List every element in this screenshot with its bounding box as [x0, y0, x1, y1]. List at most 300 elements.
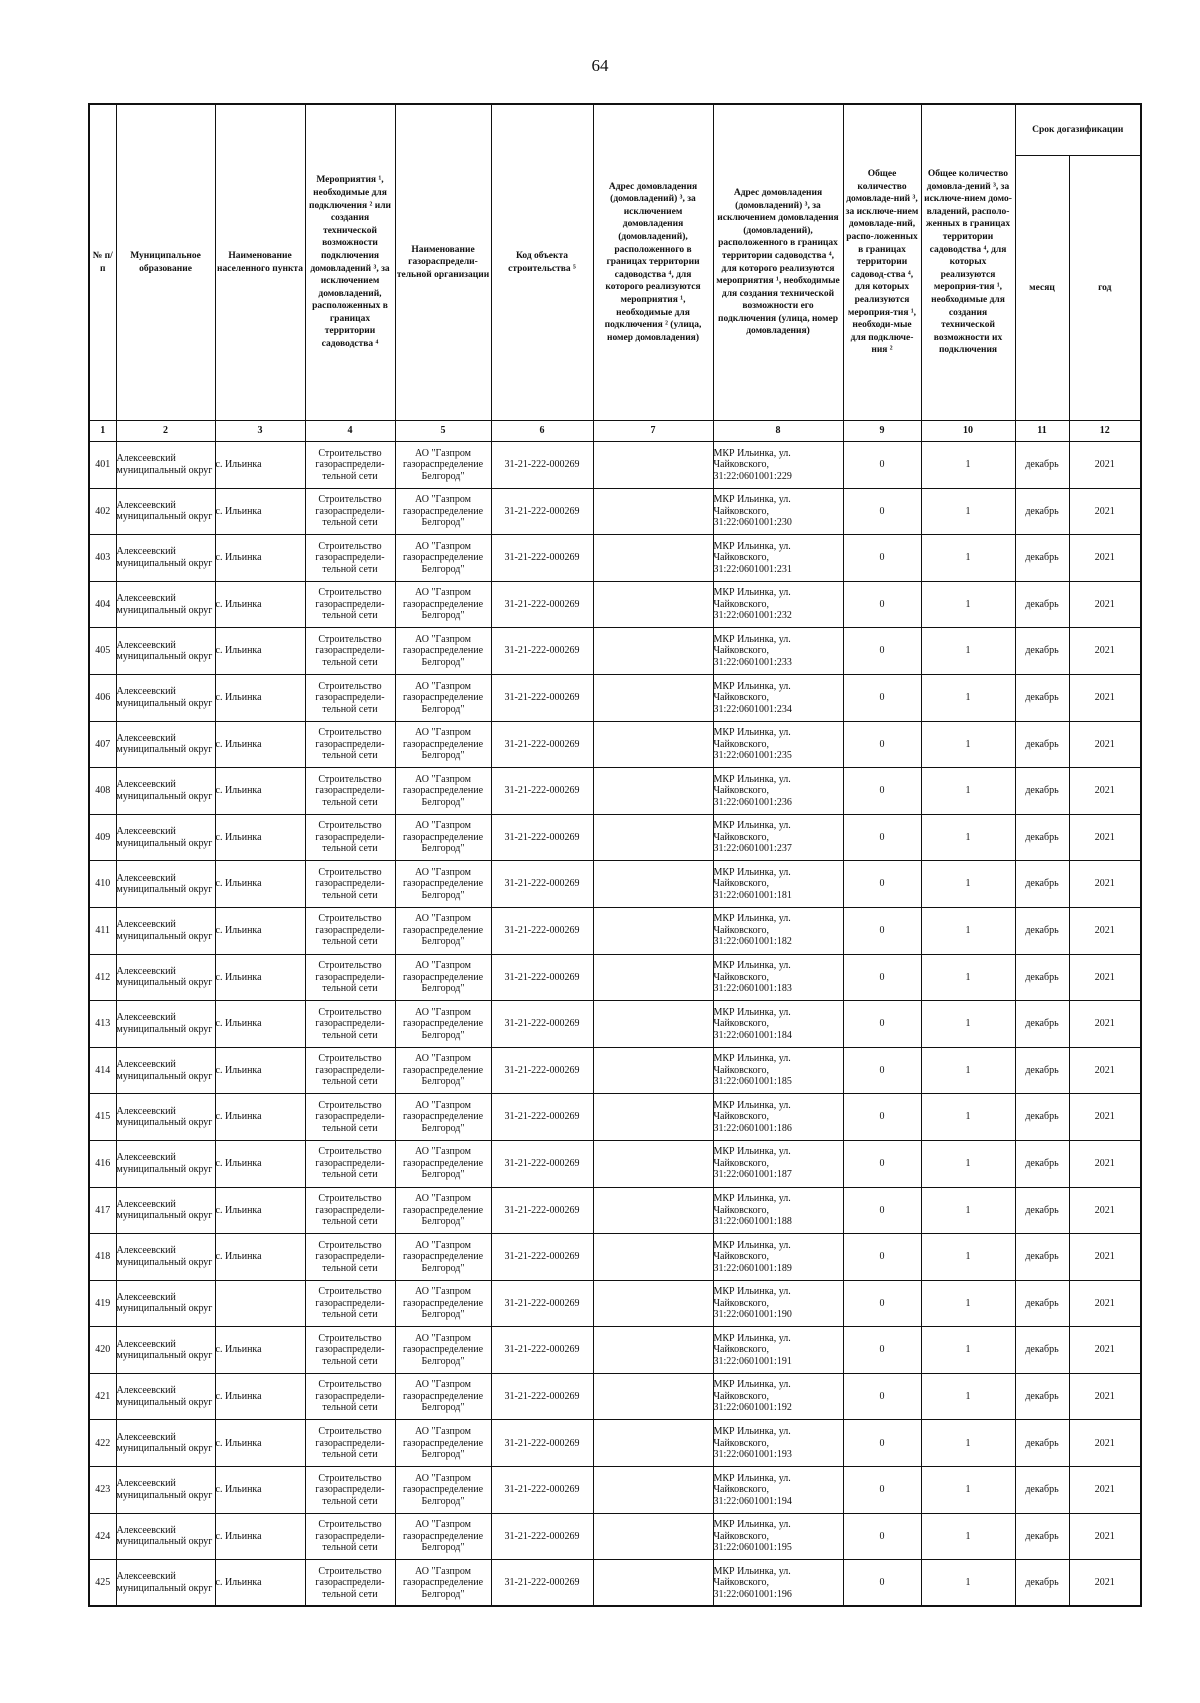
address-connection-cell — [593, 1234, 713, 1281]
deadline-month-cell: декабрь — [1015, 1420, 1069, 1467]
organization-cell: АО "Газпром газораспределение Белгород" — [395, 721, 491, 768]
organization-cell: АО "Газпром газораспределение Белгород" — [395, 581, 491, 628]
settlement-cell: с. Ильинка — [215, 1234, 305, 1281]
organization-cell: АО "Газпром газораспределение Белгород" — [395, 628, 491, 675]
count-connection-cell: 0 — [843, 581, 921, 628]
row-number: 420 — [89, 1327, 116, 1374]
table-row — [89, 1094, 1141, 1141]
deadline-year-cell: 2021 — [1069, 814, 1141, 861]
table-row — [89, 1513, 1141, 1560]
address-capacity-cell: МКР Ильинка, ул. Чайковского, 31:22:0601001:229 — [713, 442, 843, 489]
object-code-cell: 31-21-222-000269 — [491, 1467, 593, 1514]
deadline-year-cell: 2021 — [1069, 1373, 1141, 1420]
header-count-capacity: Общее количество домовла-дений ³, за исключе-нием домо-владений, располо-женных в границах территории садоводства ⁴, для которых реализуются мероприя-тия ¹, необходимые для создания технической возможности их подключения — [921, 104, 1015, 421]
measure-cell: Строительство газораспредели-тельной сети — [305, 1513, 395, 1560]
count-capacity-cell: 1 — [921, 1513, 1015, 1560]
count-connection-cell: 0 — [843, 768, 921, 815]
municipality-cell: Алексеевский муниципальный округ — [116, 1513, 215, 1560]
column-number: 10 — [921, 421, 1015, 442]
deadline-month-cell: декабрь — [1015, 488, 1069, 535]
organization-cell: АО "Газпром газораспределение Белгород" — [395, 1420, 491, 1467]
count-connection-cell: 0 — [843, 1001, 921, 1048]
settlement-cell: с. Ильинка — [215, 861, 305, 908]
table-row — [89, 861, 1141, 908]
object-code-cell: 31-21-222-000269 — [491, 1560, 593, 1607]
municipality-cell: Алексеевский муниципальный округ — [116, 1094, 215, 1141]
object-code-cell: 31-21-222-000269 — [491, 535, 593, 582]
header-address-connection: Адрес домовладения (домовладений) ³, за исключением домовладения (домовладений), расположенного в границах территории садоводства ⁴, для которого реализуются мероприятия ¹, необходимые для подключения ² (улица, номер домовладения) — [593, 104, 713, 421]
header-month: месяц — [1015, 156, 1069, 421]
measure-cell: Строительство газораспредели-тельной сети — [305, 814, 395, 861]
measure-cell: Строительство газораспредели-тельной сети — [305, 581, 395, 628]
object-code-cell: 31-21-222-000269 — [491, 768, 593, 815]
municipality-cell: Алексеевский муниципальный округ — [116, 954, 215, 1001]
municipality-cell: Алексеевский муниципальный округ — [116, 1001, 215, 1048]
row-number: 404 — [89, 581, 116, 628]
address-connection-cell — [593, 1560, 713, 1607]
address-connection-cell — [593, 442, 713, 489]
object-code-cell: 31-21-222-000269 — [491, 1094, 593, 1141]
organization-cell: АО "Газпром газораспределение Белгород" — [395, 1187, 491, 1234]
deadline-year-cell: 2021 — [1069, 1467, 1141, 1514]
count-capacity-cell: 1 — [921, 1467, 1015, 1514]
deadline-year-cell: 2021 — [1069, 1327, 1141, 1374]
measure-cell: Строительство газораспредели-тельной сети — [305, 1234, 395, 1281]
measure-cell: Строительство газораспредели-тельной сети — [305, 1094, 395, 1141]
deadline-year-cell: 2021 — [1069, 535, 1141, 582]
organization-cell: АО "Газпром газораспределение Белгород" — [395, 814, 491, 861]
municipality-cell: Алексеевский муниципальный округ — [116, 814, 215, 861]
deadline-month-cell: декабрь — [1015, 1234, 1069, 1281]
deadline-year-cell: 2021 — [1069, 488, 1141, 535]
organization-cell: АО "Газпром газораспределение Белгород" — [395, 1373, 491, 1420]
address-connection-cell — [593, 861, 713, 908]
deadline-month-cell: декабрь — [1015, 1140, 1069, 1187]
deadline-month-cell: декабрь — [1015, 1373, 1069, 1420]
organization-cell: АО "Газпром газораспределение Белгород" — [395, 1234, 491, 1281]
organization-cell: АО "Газпром газораспределение Белгород" — [395, 907, 491, 954]
deadline-year-cell: 2021 — [1069, 1560, 1141, 1607]
count-capacity-cell: 1 — [921, 1280, 1015, 1327]
measure-cell: Строительство газораспредели-тельной сети — [305, 1047, 395, 1094]
address-connection-cell — [593, 628, 713, 675]
deadline-year-cell: 2021 — [1069, 1420, 1141, 1467]
gasification-table — [88, 103, 1142, 1607]
deadline-month-cell: декабрь — [1015, 1560, 1069, 1607]
address-capacity-cell: МКР Ильинка, ул. Чайковского, 31:22:0601001:230 — [713, 488, 843, 535]
count-connection-cell: 0 — [843, 1513, 921, 1560]
address-capacity-cell: МКР Ильинка, ул. Чайковского, 31:22:0601001:231 — [713, 535, 843, 582]
row-number: 403 — [89, 535, 116, 582]
count-connection-cell: 0 — [843, 861, 921, 908]
count-connection-cell: 0 — [843, 1373, 921, 1420]
header-address-capacity: Адрес домовладения (домовладений) ³, за исключением домовладения (домовладений), расположенного в границах территории садоводства ⁴, для которого реализуются мероприятия ¹, необходимые для создания технической возможности его подключения (улица, номер домовладения) — [713, 104, 843, 421]
organization-cell: АО "Газпром газораспределение Белгород" — [395, 1513, 491, 1560]
organization-cell: АО "Газпром газораспределение Белгород" — [395, 1140, 491, 1187]
column-number: 12 — [1069, 421, 1141, 442]
count-capacity-cell: 1 — [921, 1140, 1015, 1187]
settlement-cell: с. Ильинка — [215, 1001, 305, 1048]
address-capacity-cell: МКР Ильинка, ул. Чайковского, 31:22:0601001:194 — [713, 1467, 843, 1514]
deadline-year-cell: 2021 — [1069, 628, 1141, 675]
count-connection-cell: 0 — [843, 674, 921, 721]
table-row — [89, 1234, 1141, 1281]
address-capacity-cell: МКР Ильинка, ул. Чайковского, 31:22:0601001:232 — [713, 581, 843, 628]
object-code-cell: 31-21-222-000269 — [491, 954, 593, 1001]
count-connection-cell: 0 — [843, 1094, 921, 1141]
count-capacity-cell: 1 — [921, 1094, 1015, 1141]
address-capacity-cell: МКР Ильинка, ул. Чайковского, 31:22:0601001:193 — [713, 1420, 843, 1467]
organization-cell: АО "Газпром газораспределение Белгород" — [395, 1467, 491, 1514]
count-capacity-cell: 1 — [921, 814, 1015, 861]
settlement-cell: с. Ильинка — [215, 1513, 305, 1560]
column-number: 4 — [305, 421, 395, 442]
address-connection-cell — [593, 1327, 713, 1374]
organization-cell: АО "Газпром газораспределение Белгород" — [395, 535, 491, 582]
settlement-cell: с. Ильинка — [215, 1467, 305, 1514]
deadline-month-cell: декабрь — [1015, 861, 1069, 908]
count-capacity-cell: 1 — [921, 442, 1015, 489]
measure-cell: Строительство газораспредели-тельной сети — [305, 1187, 395, 1234]
row-number: 407 — [89, 721, 116, 768]
object-code-cell: 31-21-222-000269 — [491, 1140, 593, 1187]
object-code-cell: 31-21-222-000269 — [491, 861, 593, 908]
count-connection-cell: 0 — [843, 1420, 921, 1467]
municipality-cell: Алексеевский муниципальный округ — [116, 1140, 215, 1187]
count-capacity-cell: 1 — [921, 1234, 1015, 1281]
deadline-month-cell: декабрь — [1015, 954, 1069, 1001]
object-code-cell: 31-21-222-000269 — [491, 814, 593, 861]
count-capacity-cell: 1 — [921, 488, 1015, 535]
row-number: 412 — [89, 954, 116, 1001]
organization-cell: АО "Газпром газораспределение Белгород" — [395, 1047, 491, 1094]
deadline-year-cell: 2021 — [1069, 721, 1141, 768]
row-number: 409 — [89, 814, 116, 861]
header-municipality: Муниципальное образование — [116, 104, 215, 421]
address-capacity-cell: МКР Ильинка, ул. Чайковского, 31:22:0601001:196 — [713, 1560, 843, 1607]
settlement-cell: с. Ильинка — [215, 954, 305, 1001]
address-connection-cell — [593, 907, 713, 954]
column-number: 7 — [593, 421, 713, 442]
count-capacity-cell: 1 — [921, 581, 1015, 628]
object-code-cell: 31-21-222-000269 — [491, 1513, 593, 1560]
settlement-cell: с. Ильинка — [215, 1373, 305, 1420]
measure-cell: Строительство газораспредели-тельной сети — [305, 1001, 395, 1048]
municipality-cell: Алексеевский муниципальный округ — [116, 1187, 215, 1234]
row-number: 410 — [89, 861, 116, 908]
measure-cell: Строительство газораспредели-тельной сети — [305, 1467, 395, 1514]
table-row — [89, 721, 1141, 768]
deadline-month-cell: декабрь — [1015, 442, 1069, 489]
count-connection-cell: 0 — [843, 1234, 921, 1281]
count-capacity-cell: 1 — [921, 1373, 1015, 1420]
column-number: 11 — [1015, 421, 1069, 442]
address-connection-cell — [593, 721, 713, 768]
object-code-cell: 31-21-222-000269 — [491, 1001, 593, 1048]
table-row — [89, 954, 1141, 1001]
address-connection-cell — [593, 768, 713, 815]
deadline-year-cell: 2021 — [1069, 442, 1141, 489]
address-capacity-cell: МКР Ильинка, ул. Чайковского, 31:22:0601001:190 — [713, 1280, 843, 1327]
address-capacity-cell: МКР Ильинка, ул. Чайковского, 31:22:0601001:235 — [713, 721, 843, 768]
row-number: 415 — [89, 1094, 116, 1141]
address-capacity-cell: МКР Ильинка, ул. Чайковского, 31:22:0601001:181 — [713, 861, 843, 908]
object-code-cell: 31-21-222-000269 — [491, 1234, 593, 1281]
settlement-cell: с. Ильинка — [215, 1560, 305, 1607]
municipality-cell: Алексеевский муниципальный округ — [116, 768, 215, 815]
count-capacity-cell: 1 — [921, 721, 1015, 768]
header-object-code: Код объекта строительства ⁵ — [491, 104, 593, 421]
deadline-month-cell: декабрь — [1015, 1047, 1069, 1094]
table-row — [89, 1001, 1141, 1048]
count-capacity-cell: 1 — [921, 674, 1015, 721]
address-connection-cell — [593, 1420, 713, 1467]
row-number: 401 — [89, 442, 116, 489]
municipality-cell: Алексеевский муниципальный округ — [116, 1467, 215, 1514]
settlement-cell: с. Ильинка — [215, 1140, 305, 1187]
deadline-year-cell: 2021 — [1069, 674, 1141, 721]
header-settlement: Наименование населенного пункта — [215, 104, 305, 421]
deadline-month-cell: декабрь — [1015, 1327, 1069, 1374]
count-capacity-cell: 1 — [921, 1560, 1015, 1607]
deadline-year-cell: 2021 — [1069, 768, 1141, 815]
municipality-cell: Алексеевский муниципальный округ — [116, 721, 215, 768]
table-row — [89, 768, 1141, 815]
table-row — [89, 1560, 1141, 1607]
address-capacity-cell: МКР Ильинка, ул. Чайковского, 31:22:0601001:191 — [713, 1327, 843, 1374]
deadline-year-cell: 2021 — [1069, 954, 1141, 1001]
settlement-cell: с. Ильинка — [215, 1187, 305, 1234]
settlement-cell: с. Ильинка — [215, 721, 305, 768]
table-row — [89, 1420, 1141, 1467]
deadline-month-cell: декабрь — [1015, 1094, 1069, 1141]
object-code-cell: 31-21-222-000269 — [491, 628, 593, 675]
table-row — [89, 1467, 1141, 1514]
table-row — [89, 488, 1141, 535]
table-row — [89, 1327, 1141, 1374]
count-capacity-cell: 1 — [921, 1420, 1015, 1467]
row-number: 419 — [89, 1280, 116, 1327]
column-number: 3 — [215, 421, 305, 442]
address-connection-cell — [593, 1047, 713, 1094]
deadline-month-cell: декабрь — [1015, 1280, 1069, 1327]
settlement-cell: с. Ильинка — [215, 814, 305, 861]
organization-cell: АО "Газпром газораспределение Белгород" — [395, 674, 491, 721]
table-row — [89, 1047, 1141, 1094]
count-connection-cell: 0 — [843, 488, 921, 535]
row-number: 402 — [89, 488, 116, 535]
address-capacity-cell: МКР Ильинка, ул. Чайковского, 31:22:0601001:185 — [713, 1047, 843, 1094]
count-capacity-cell: 1 — [921, 1187, 1015, 1234]
row-number: 411 — [89, 907, 116, 954]
address-connection-cell — [593, 581, 713, 628]
measure-cell: Строительство газораспредели-тельной сети — [305, 674, 395, 721]
row-number: 408 — [89, 768, 116, 815]
organization-cell: АО "Газпром газораспределение Белгород" — [395, 442, 491, 489]
count-capacity-cell: 1 — [921, 535, 1015, 582]
row-number: 418 — [89, 1234, 116, 1281]
header-measures: Мероприятия ¹, необходимые для подключения ² или создания технической возможности подключения домовладений ³, за исключением домовладений, расположенных в границах территории садоводства ⁴ — [305, 104, 395, 421]
column-number: 9 — [843, 421, 921, 442]
table-row — [89, 1140, 1141, 1187]
count-capacity-cell: 1 — [921, 768, 1015, 815]
count-connection-cell: 0 — [843, 1047, 921, 1094]
municipality-cell: Алексеевский муниципальный округ — [116, 488, 215, 535]
count-capacity-cell: 1 — [921, 861, 1015, 908]
count-capacity-cell: 1 — [921, 954, 1015, 1001]
deadline-month-cell: декабрь — [1015, 721, 1069, 768]
table-row — [89, 814, 1141, 861]
row-number: 416 — [89, 1140, 116, 1187]
object-code-cell: 31-21-222-000269 — [491, 907, 593, 954]
count-capacity-cell: 1 — [921, 628, 1015, 675]
municipality-cell: Алексеевский муниципальный округ — [116, 581, 215, 628]
column-number: 8 — [713, 421, 843, 442]
column-number: 5 — [395, 421, 491, 442]
settlement-cell: с. Ильинка — [215, 1047, 305, 1094]
address-capacity-cell: МКР Ильинка, ул. Чайковского, 31:22:0601001:195 — [713, 1513, 843, 1560]
measure-cell: Строительство газораспредели-тельной сети — [305, 628, 395, 675]
row-number: 422 — [89, 1420, 116, 1467]
address-connection-cell — [593, 674, 713, 721]
settlement-cell: с. Ильинка — [215, 1327, 305, 1374]
settlement-cell — [215, 1280, 305, 1327]
municipality-cell: Алексеевский муниципальный округ — [116, 1280, 215, 1327]
table-row — [89, 535, 1141, 582]
municipality-cell: Алексеевский муниципальный округ — [116, 1560, 215, 1607]
address-capacity-cell: МКР Ильинка, ул. Чайковского, 31:22:0601001:236 — [713, 768, 843, 815]
measure-cell: Строительство газораспредели-тельной сети — [305, 535, 395, 582]
deadline-month-cell: декабрь — [1015, 1187, 1069, 1234]
settlement-cell: с. Ильинка — [215, 907, 305, 954]
measure-cell: Строительство газораспредели-тельной сети — [305, 1420, 395, 1467]
address-connection-cell — [593, 1001, 713, 1048]
count-connection-cell: 0 — [843, 628, 921, 675]
count-connection-cell: 0 — [843, 1560, 921, 1607]
settlement-cell: с. Ильинка — [215, 628, 305, 675]
count-capacity-cell: 1 — [921, 1327, 1015, 1374]
deadline-month-cell: декабрь — [1015, 1467, 1069, 1514]
deadline-year-cell: 2021 — [1069, 1280, 1141, 1327]
row-number: 417 — [89, 1187, 116, 1234]
table-row — [89, 1280, 1141, 1327]
object-code-cell: 31-21-222-000269 — [491, 721, 593, 768]
table-row — [89, 674, 1141, 721]
deadline-month-cell: декабрь — [1015, 907, 1069, 954]
object-code-cell: 31-21-222-000269 — [491, 1327, 593, 1374]
address-capacity-cell: МКР Ильинка, ул. Чайковского, 31:22:0601001:233 — [713, 628, 843, 675]
table-row — [89, 442, 1141, 489]
address-connection-cell — [593, 954, 713, 1001]
municipality-cell: Алексеевский муниципальный округ — [116, 861, 215, 908]
header-organization: Наименование газораспредели-тельной организации — [395, 104, 491, 421]
address-connection-cell — [593, 1513, 713, 1560]
header-num: № п/п — [89, 104, 116, 421]
deadline-month-cell: декабрь — [1015, 535, 1069, 582]
measure-cell: Строительство газораспредели-тельной сети — [305, 442, 395, 489]
municipality-cell: Алексеевский муниципальный округ — [116, 628, 215, 675]
address-capacity-cell: МКР Ильинка, ул. Чайковского, 31:22:0601001:182 — [713, 907, 843, 954]
settlement-cell: с. Ильинка — [215, 768, 305, 815]
address-connection-cell — [593, 535, 713, 582]
column-number: 6 — [491, 421, 593, 442]
deadline-month-cell: декабрь — [1015, 1513, 1069, 1560]
address-connection-cell — [593, 488, 713, 535]
organization-cell: АО "Газпром газораспределение Белгород" — [395, 1327, 491, 1374]
count-capacity-cell: 1 — [921, 1047, 1015, 1094]
object-code-cell: 31-21-222-000269 — [491, 1047, 593, 1094]
address-connection-cell — [593, 1373, 713, 1420]
measure-cell: Строительство газораспредели-тельной сети — [305, 1327, 395, 1374]
measure-cell: Строительство газораспредели-тельной сети — [305, 954, 395, 1001]
municipality-cell: Алексеевский муниципальный округ — [116, 1420, 215, 1467]
deadline-month-cell: декабрь — [1015, 814, 1069, 861]
measure-cell: Строительство газораспредели-тельной сети — [305, 721, 395, 768]
organization-cell: АО "Газпром газораспределение Белгород" — [395, 1560, 491, 1607]
address-connection-cell — [593, 1187, 713, 1234]
count-connection-cell: 0 — [843, 1327, 921, 1374]
address-connection-cell — [593, 1140, 713, 1187]
row-number: 414 — [89, 1047, 116, 1094]
deadline-year-cell: 2021 — [1069, 1513, 1141, 1560]
deadline-year-cell: 2021 — [1069, 1187, 1141, 1234]
address-connection-cell — [593, 1094, 713, 1141]
address-connection-cell — [593, 814, 713, 861]
count-connection-cell: 0 — [843, 954, 921, 1001]
row-number: 405 — [89, 628, 116, 675]
count-connection-cell: 0 — [843, 814, 921, 861]
address-connection-cell — [593, 1280, 713, 1327]
municipality-cell: Алексеевский муниципальный округ — [116, 674, 215, 721]
deadline-year-cell: 2021 — [1069, 861, 1141, 908]
count-connection-cell: 0 — [843, 1187, 921, 1234]
row-number: 424 — [89, 1513, 116, 1560]
object-code-cell: 31-21-222-000269 — [491, 1187, 593, 1234]
settlement-cell: с. Ильинка — [215, 1420, 305, 1467]
organization-cell: АО "Газпром газораспределение Белгород" — [395, 954, 491, 1001]
municipality-cell: Алексеевский муниципальный округ — [116, 907, 215, 954]
count-connection-cell: 0 — [843, 442, 921, 489]
address-capacity-cell: МКР Ильинка, ул. Чайковского, 31:22:0601001:234 — [713, 674, 843, 721]
row-number: 413 — [89, 1001, 116, 1048]
column-numbers-row — [89, 421, 1141, 442]
measure-cell: Строительство газораспредели-тельной сети — [305, 1280, 395, 1327]
municipality-cell: Алексеевский муниципальный округ — [116, 1373, 215, 1420]
object-code-cell: 31-21-222-000269 — [491, 674, 593, 721]
deadline-month-cell: декабрь — [1015, 628, 1069, 675]
count-connection-cell: 0 — [843, 721, 921, 768]
address-capacity-cell: МКР Ильинка, ул. Чайковского, 31:22:0601001:183 — [713, 954, 843, 1001]
header-count-connection: Общее количество домовладе-ний ³, за исключе-нием домовладе-ний, распо-ложенных в границах территории садовод-ства ⁴, для которых реализуются мероприя-тия ¹, необходи-мые для подключе-ния ² — [843, 104, 921, 421]
deadline-year-cell: 2021 — [1069, 581, 1141, 628]
header-year: год — [1069, 156, 1141, 421]
object-code-cell: 31-21-222-000269 — [491, 1280, 593, 1327]
count-connection-cell: 0 — [843, 1140, 921, 1187]
address-connection-cell — [593, 1467, 713, 1514]
settlement-cell: с. Ильинка — [215, 488, 305, 535]
organization-cell: АО "Газпром газораспределение Белгород" — [395, 861, 491, 908]
address-capacity-cell: МКР Ильинка, ул. Чайковского, 31:22:0601001:237 — [713, 814, 843, 861]
row-number: 406 — [89, 674, 116, 721]
deadline-month-cell: декабрь — [1015, 1001, 1069, 1048]
address-capacity-cell: МКР Ильинка, ул. Чайковского, 31:22:0601001:187 — [713, 1140, 843, 1187]
count-capacity-cell: 1 — [921, 907, 1015, 954]
deadline-year-cell: 2021 — [1069, 1047, 1141, 1094]
object-code-cell: 31-21-222-000269 — [491, 488, 593, 535]
count-connection-cell: 0 — [843, 535, 921, 582]
table-row — [89, 628, 1141, 675]
organization-cell: АО "Газпром газораспределение Белгород" — [395, 1001, 491, 1048]
